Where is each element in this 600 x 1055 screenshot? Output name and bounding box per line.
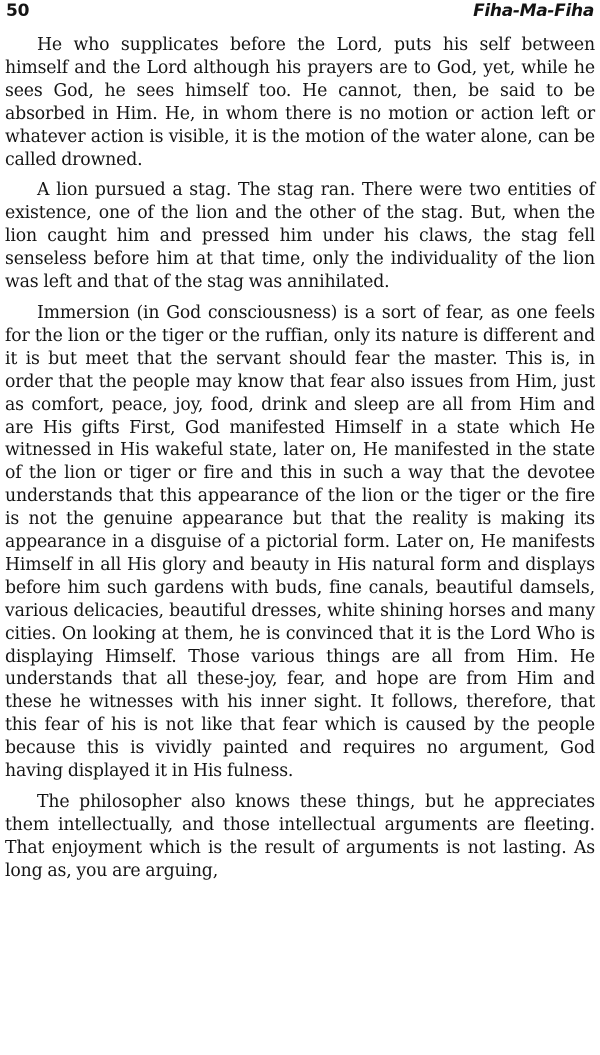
paragraph-philosopher: The philosopher also knows these things, but he appreciates them intellectually, and those intellectual arguments are fleeting. That enjoyment which is the result of arguments is not lasting. As long as, you are arguing,	[5, 792, 595, 881]
paragraph-immersion: Immersion (in God consciousness) is a sort of fear, as one feels for the lion or the tiger or the ruffian, only its nature is different and it is but meet that the servant should fear the master. This is, in order that the people may know that fear also issues from Him, just as comfort, peace, joy, food, drink and sleep are all from Him and are His gifts First, God manifested Himself in a state which He witnessed in His wakeful state, later on, He manifested in the state of the lion or tiger or fire and this in such a way that the devotee understands that this appearance of the lion or the tiger or the fire is not the genuine appearance but that the reality is making its appearance in a disguise of a pictorial form. Later on, He manifests Himself in all His glory and beauty in His natural form and displays before him such gardens with buds, fine canals, beautiful damsels, various delicacies, beautiful dresses, white shining horses and many cities. On looking at them, he is convinced that it is the Lord Who is displaying Himself. Those various things are all from Him. He understands that all these-joy, fear, and hope are from Him and these he witnesses with his inner sight. It follows, therefore, that this fear of his is not like that fear which is caused by the people because this is vividly painted and requires no argument, God having displayed it in His fulness.	[5, 302, 595, 782]
running-title: Fiha-Ma-Fiha	[473, 1, 594, 21]
page-header	[6, 0, 594, 26]
paragraph-lion-and-stag: A lion pursued a stag. The stag ran. There were two entities of existence, one of the lion and the other of the stag. But, when the lion caught him and pressed him under his claws, the stag fell senseless before him at that time, only the individuality of the lion was left and that of the stag was annihilated.	[5, 180, 595, 293]
page-number: 50	[6, 1, 30, 21]
paragraph-supplicant: He who supplicates before the Lord, puts his self between himself and the Lord although his prayers are to God, yet, while he sees God, he sees himself too. He cannot, then, be said to be absorbed in Him. He, in whom there is no motion or action left or whatever action is visible, it is the motion of the water alone, can be called drowned.	[5, 35, 595, 170]
body-text	[5, 34, 595, 883]
